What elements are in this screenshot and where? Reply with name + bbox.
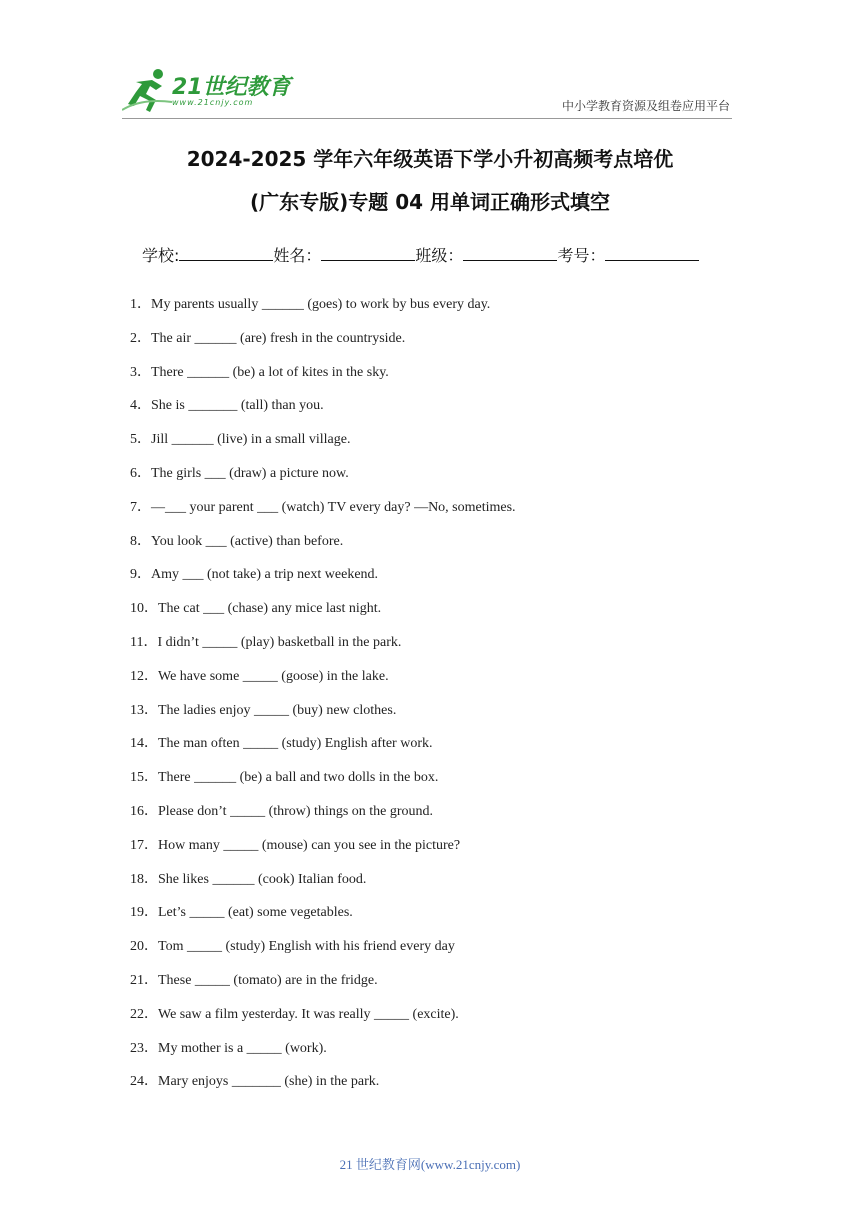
question-item: 14．The man often _____ (study) English after work. — [130, 736, 433, 752]
runner-logo-icon — [122, 68, 174, 114]
question-item: 23．My mother is a _____ (work). — [130, 1040, 327, 1056]
question-item: 19．Let’s _____ (eat) some vegetables. — [130, 905, 353, 921]
page-header — [0, 0, 860, 125]
logo-text: 21世纪教育 — [172, 75, 291, 100]
question-item: 16．Please don’t _____ (throw) things on the ground. — [130, 803, 434, 819]
document-title-line2: (广东专版)专题 04 用单词正确形式填空 — [249, 190, 611, 214]
question-item: 3．There ______ (be) a lot of kites in the sky. — [130, 364, 389, 380]
name-label: 姓名： — [273, 246, 322, 265]
question-item: 13．The ladies enjoy _____ (buy) new clothes. — [130, 702, 397, 718]
question-list — [130, 296, 750, 1107]
student-info-line — [142, 243, 699, 266]
exam-number-blank[interactable] — [605, 246, 699, 261]
question-item: 12．We have some _____ (goose) in the lake. — [130, 668, 389, 684]
header-divider — [122, 118, 732, 119]
question-item: 21．These _____ (tomato) are in the fridge. — [130, 972, 378, 988]
question-item: 17．How many _____ (mouse) can you see in the picture? — [130, 837, 461, 853]
question-item: 1．My parents usually ______ (goes) to work by bus every day. — [130, 297, 491, 312]
question-item: 20．Tom _____ (study) English with his friend every day — [130, 939, 455, 955]
question-item: 11．I didn’t _____ (play) basketball in the park. — [130, 634, 402, 650]
class-label: 班级： — [415, 246, 464, 265]
question-item: 10．The cat ___ (chase) any mice last night. — [130, 601, 382, 617]
question-item: 7．—___ your parent ___ (watch) TV every day? —No, sometimes. — [130, 499, 516, 515]
question-item: 4．She is _______ (tall) than you. — [130, 398, 324, 414]
question-item: 9．Amy ___ (not take) a trip next weekend. — [130, 567, 379, 583]
question-item: 22．We saw a film yesterday. It was really _____ (excite). — [130, 1006, 459, 1022]
question-item: 6．The girls ___ (draw) a picture now. — [130, 465, 349, 481]
question-item: 15．There ______ (be) a ball and two dolls in the box. — [130, 770, 439, 786]
school-label: 学校: — [142, 246, 180, 265]
school-blank[interactable] — [179, 246, 273, 261]
platform-label: 中小学教育资源及组卷应用平台 — [561, 99, 730, 113]
name-blank[interactable] — [321, 246, 415, 261]
footer-source[interactable]: 21 世纪教育网(www.21cnjy.com) — [339, 1157, 521, 1172]
exam-number-label: 考号： — [557, 246, 606, 265]
question-item: 8．You look ___ (active) than before. — [130, 533, 344, 549]
class-blank[interactable] — [463, 246, 557, 261]
document-title-line1: 2024-2025 学年六年级英语下学小升初高频考点培优 — [186, 147, 674, 171]
logo — [122, 68, 292, 114]
logo-url: www.21cnjy.com — [172, 98, 254, 107]
question-item: 18．She likes ______ (cook) Italian food. — [130, 871, 367, 887]
question-item: 5．Jill ______ (live) in a small village. — [130, 432, 351, 448]
question-item: 2．The air ______ (are) fresh in the countryside. — [130, 330, 406, 346]
question-item: 24．Mary enjoys _______ (she) in the park. — [130, 1074, 380, 1090]
